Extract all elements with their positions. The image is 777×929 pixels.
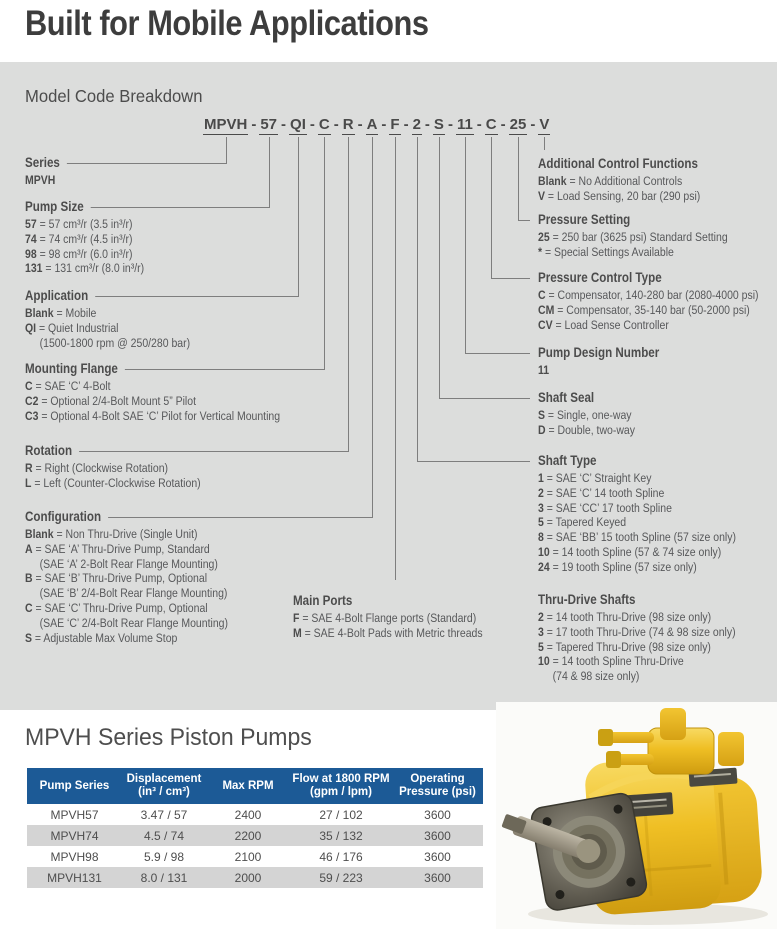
section-line: 8 = SAE ‘BB’ 15 tooth Spline (57 size only) (538, 530, 737, 545)
table-cell: 35 / 132 (319, 828, 363, 843)
section-additional-control-functions (538, 155, 744, 204)
code-token-S: S (433, 116, 444, 133)
table-cell: 3.47 / 57 (140, 807, 188, 822)
section-rotation (25, 442, 283, 491)
section-line: D = Double, two-way (538, 422, 636, 437)
table-cell: 3600 (424, 870, 451, 885)
leader-line (440, 137, 531, 399)
section-line: C = Compensator, 140-280 bar (2080-4000 psi) (538, 288, 759, 302)
table-cell: 8.0 / 131 (140, 870, 188, 885)
section-line: 1 = SAE ‘C’ Straight Key (538, 471, 652, 485)
code-separator: - (500, 116, 506, 133)
series-heading: MPVH Series Piston Pumps (25, 724, 312, 751)
table-row (27, 804, 483, 825)
section-line: 74 = 74 cm³/r (4.5 in³/r) (25, 231, 133, 246)
col-header (27, 768, 122, 804)
code-separator: - (530, 116, 536, 133)
code-separator: - (476, 116, 482, 133)
section-line: 5 = Tapered Keyed (538, 515, 627, 530)
section-title: Additional Control Functions (538, 156, 698, 171)
code-separator: - (251, 116, 257, 133)
section-line: C2 = Optional 2/4-Bolt Mount 5” Pilot (25, 393, 197, 408)
table-cell: MPVH131 (47, 870, 102, 885)
section-title: Mounting Flange (25, 361, 118, 376)
section-line: Blank = Non Thru-Drive (Single Unit) (25, 527, 198, 541)
code-token-25: 25 (509, 116, 527, 133)
section-line: 11 (538, 363, 550, 377)
section-line: M = SAE 4-Bolt Pads with Metric threads (293, 625, 483, 640)
col-header (206, 768, 290, 804)
model-code-panel (0, 62, 777, 710)
leader-line (492, 137, 531, 279)
product-summary (0, 710, 777, 929)
section-title: Rotation (25, 443, 73, 458)
section-line: 3 = 17 tooth Thru-Drive (74 & 98 size only) (538, 624, 736, 639)
col-header-line: Operating (410, 773, 465, 785)
section-line: CV = Load Sense Controller (538, 317, 669, 332)
section-line: 25 = 250 bar (3625 psi) Standard Setting (538, 230, 728, 244)
pump-photo (496, 702, 777, 929)
section-title: Series (25, 155, 60, 170)
specs-table (27, 768, 483, 888)
section-title: Pump Size (25, 199, 84, 214)
section-line: 10 = 14 tooth Spline Thru-Drive (538, 654, 684, 669)
section-line: V = Load Sensing, 20 bar (290 psi) (538, 188, 701, 203)
section-pump-size (25, 198, 283, 276)
table-row (27, 846, 483, 867)
code-separator: - (381, 116, 387, 133)
section-pressure-control-type (538, 269, 759, 332)
section-title: Configuration (25, 509, 102, 524)
section-line: C = SAE ‘C’ Thru-Drive Pump, Optional (25, 600, 208, 615)
section-line: 98 = 98 cm³/r (6.0 in³/r) (25, 246, 133, 261)
col-header (122, 768, 206, 804)
code-token-R: R (342, 116, 354, 133)
section-shaft-seal (538, 389, 744, 438)
section-line: 2 = SAE ‘C’ 14 tooth Spline (538, 485, 665, 500)
section-line-cont: (SAE ‘B’ 2/4-Bolt Rear Flange Mounting) (39, 586, 228, 601)
section-title: Main Ports (293, 593, 353, 608)
section-line: S = Adjustable Max Volume Stop (25, 630, 178, 645)
code-token-2: 2 (412, 116, 421, 133)
section-thru-drive-shafts (538, 591, 744, 684)
code-token-MPVH: MPVH (204, 116, 248, 133)
section-line-cont: (1500-1800 rpm @ 250/280 bar) (39, 335, 191, 350)
table-cell: 2400 (234, 807, 262, 822)
section-mounting-flange (25, 360, 317, 423)
leader-line (519, 137, 531, 221)
section-line: C3 = Optional 4-Bolt SAE ‘C’ Pilot for Vertical Mounting (25, 408, 281, 423)
specs-table-head-row (27, 768, 483, 804)
col-header-line: Displacement (126, 773, 202, 785)
code-token-C: C (485, 116, 497, 133)
section-line: 3 = SAE ‘CC’ 17 tooth Spline (538, 500, 672, 515)
table-cell: 3600 (424, 849, 451, 864)
section-title: Shaft Type (538, 453, 597, 468)
table-cell: MPVH57 (50, 807, 99, 822)
table-cell: 3600 (424, 807, 451, 822)
code-separator: - (447, 116, 453, 133)
table-cell: 46 / 176 (319, 849, 363, 864)
section-line: S = Single, one-way (538, 408, 632, 422)
section-title: Thru-Drive Shafts (538, 592, 636, 607)
section-line: L = Left (Counter-Clockwise Rotation) (25, 475, 201, 490)
table-row (27, 867, 483, 888)
table-cell: 2100 (234, 849, 262, 864)
section-title: Pressure Control Type (538, 270, 662, 285)
code-token-F: F (390, 116, 400, 133)
section-line: * = Special Settings Available (538, 244, 674, 259)
page-title: Built for Mobile Applications (25, 4, 429, 43)
piston-pump-illustration (496, 702, 777, 929)
table-cell: 59 / 223 (319, 870, 363, 885)
section-shaft-type (538, 452, 744, 575)
table-cell: MPVH98 (50, 849, 99, 864)
section-line-cont: (74 & 98 size only) (552, 669, 640, 684)
col-header-line: (in³ / cm³) (138, 786, 190, 798)
code-separator: - (281, 116, 287, 133)
col-header (392, 768, 483, 804)
section-line-cont: (SAE ‘A’ 2-Bolt Rear Flange Mounting) (39, 556, 218, 571)
col-header-line: Pressure (psi) (399, 786, 476, 798)
section-title: Shaft Seal (538, 390, 595, 405)
col-header-line: Flow at 1800 RPM (292, 773, 390, 785)
leader-line (418, 137, 531, 462)
table-cell: 2200 (234, 828, 262, 843)
specs-table-body (27, 804, 483, 888)
table-cell: 3600 (424, 828, 451, 843)
code-token-C: C (318, 116, 330, 133)
section-title: Pressure Setting (538, 212, 631, 227)
code-token-A: A (366, 116, 378, 133)
section-line: Blank = No Additional Controls (538, 174, 683, 188)
section-configuration (25, 508, 283, 645)
table-cell: 4.5 / 74 (143, 828, 185, 843)
model-code (203, 116, 550, 135)
section-title: Application (25, 288, 89, 303)
section-line: QI = Quiet Industrial (25, 320, 119, 335)
section-line: CM = Compensator, 35-140 bar (50-2000 psi) (538, 302, 750, 317)
code-separator: - (309, 116, 315, 133)
section-line: MPVH (25, 173, 56, 187)
table-cell: MPVH74 (50, 828, 99, 843)
section-line: Blank = Mobile (25, 306, 97, 320)
table-cell: 2000 (234, 870, 262, 885)
section-line: 2 = 14 tooth Thru-Drive (98 size only) (538, 610, 712, 624)
section-line: 24 = 19 tooth Spline (57 size only) (538, 559, 697, 574)
leader-line (466, 137, 531, 354)
code-separator: - (403, 116, 409, 133)
code-token-57: 57 (260, 116, 278, 133)
section-main-ports (293, 592, 517, 641)
section-pressure-setting (538, 211, 744, 260)
panel-title: Model Code Breakdown (25, 86, 203, 106)
table-cell: 27 / 102 (319, 807, 363, 822)
code-separator: - (424, 116, 430, 133)
section-line: F = SAE 4-Bolt Flange ports (Standard) (293, 611, 477, 625)
col-header-line: (gpm / lpm) (310, 786, 372, 798)
section-line: B = SAE ‘B’ Thru-Drive Pump, Optional (25, 571, 208, 586)
code-token-QI: QI (290, 116, 306, 133)
section-line: 5 = Tapered Thru-Drive (98 size only) (538, 639, 711, 654)
section-title: Pump Design Number (538, 345, 660, 360)
section-line: 10 = 14 tooth Spline (57 & 74 size only) (538, 544, 722, 559)
col-header (290, 768, 392, 804)
table-cell: 5.9 / 98 (143, 849, 185, 864)
code-token-V: V (539, 116, 550, 133)
section-series (25, 154, 283, 188)
section-line: 57 = 57 cm³/r (3.5 in³/r) (25, 217, 133, 231)
section-line: C = SAE ‘C’ 4-Bolt (25, 379, 111, 393)
code-token-11: 11 (456, 116, 473, 133)
code-separator: - (333, 116, 339, 133)
col-header-line: Pump Series (39, 779, 110, 792)
section-application (25, 287, 283, 350)
table-row (27, 825, 483, 846)
code-separator: - (357, 116, 363, 133)
section-line: A = SAE ‘A’ Thru-Drive Pump, Standard (25, 541, 210, 556)
section-line: R = Right (Clockwise Rotation) (25, 461, 169, 475)
section-line: 131 = 131 cm³/r (8.0 in³/r) (25, 261, 145, 276)
section-line-cont: (SAE ‘C’ 2/4-Bolt Rear Flange Mounting) (39, 615, 228, 630)
section-pump-design-number (538, 344, 744, 378)
col-header-line: Max RPM (222, 779, 274, 792)
